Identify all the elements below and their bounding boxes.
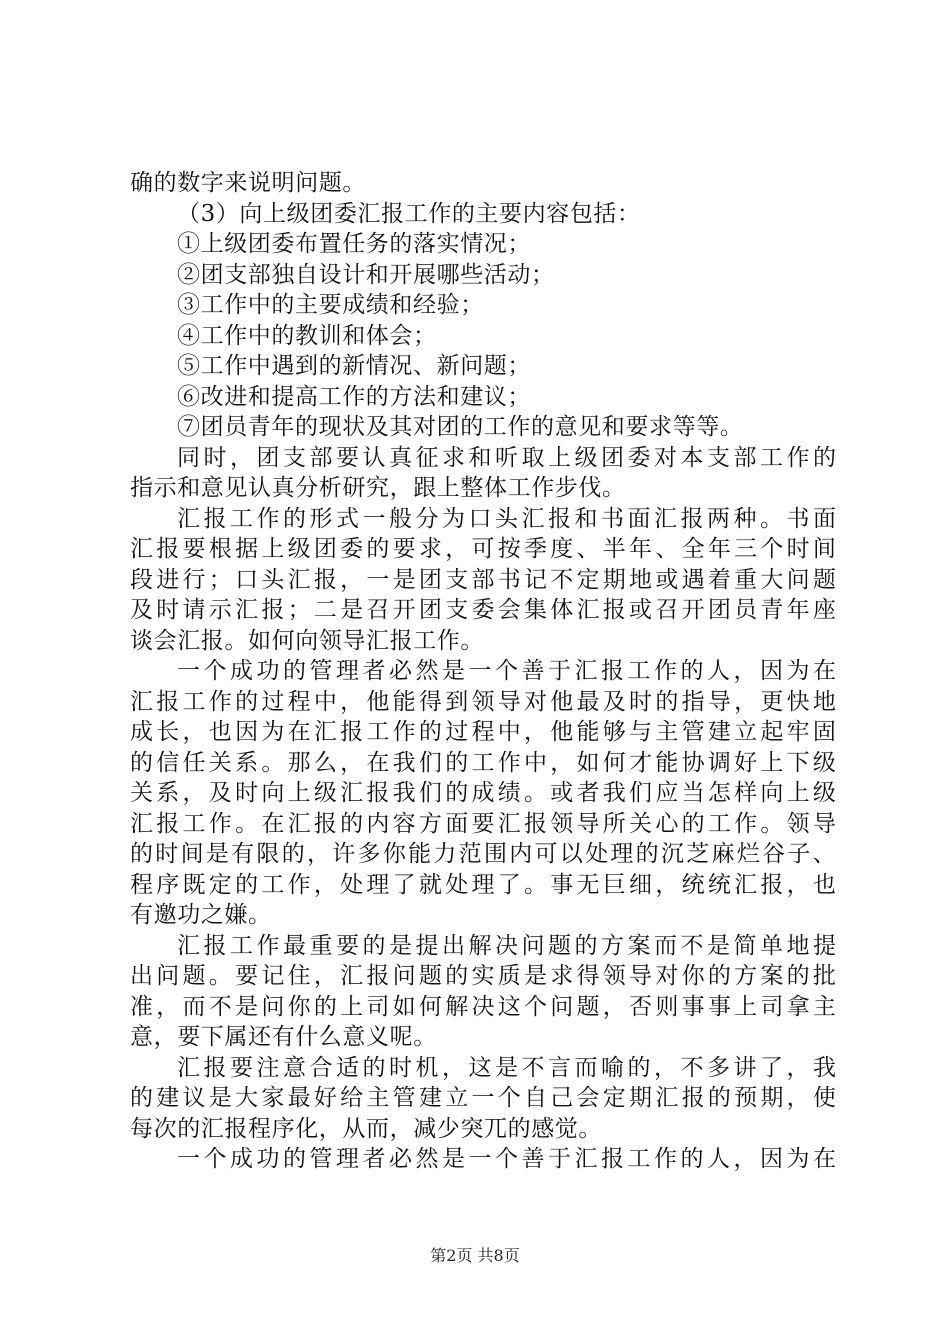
text-line: 出 问 题 。 要 记 住 ， 汇 报 问 题 的 实 质 是 求 得 领 导 对 你 的 方 案 的 批 bbox=[130, 963, 836, 989]
text-line: 成 长 ， 也 因 为 在 汇 报 工 作 的 过 程 中 ， 他 能 够 与 主 管 建 立 起 牢 固 bbox=[130, 719, 836, 745]
text-line: 每次的汇报程序化，从而，减少突兀的感觉。 bbox=[130, 1115, 602, 1142]
text-line: 的 时 间 是 有 限 的 ， 许 多 你 能 力 范 围 内 可 以 处 理 的 沉 芝 麻 烂 谷 子 、 bbox=[130, 841, 836, 867]
text-line: 汇 报 工 作 最 重 要 的 是 提 出 解 决 问 题 的 方 案 而 不 是 简 单 地 提 bbox=[177, 932, 836, 959]
text-line: 段 进 行 ； 口 头 汇 报 ， 一 是 团 支 部 书 记 不 定 期 地 或 遇 着 重 大 问 题 bbox=[130, 566, 836, 593]
text-line: （3）向上级团委汇报工作的主要内容包括： bbox=[177, 200, 641, 227]
text-line: 汇 报 要 注 意 合 适 的 时 机 ， 这 是 不 言 而 喻 的 ， 不 多 讲 了 ， 我 bbox=[177, 1054, 836, 1081]
text-line: 及 时 请 示 汇 报 ； 二 是 召 开 团 支 委 会 集 体 汇 报 或 召 开 团 员 青 年 座 bbox=[130, 597, 836, 623]
text-line: 谈会汇报。如何向领导汇报工作。 bbox=[130, 627, 484, 654]
list-item: ①上级团委布置任务的落实情况； bbox=[177, 231, 531, 257]
text-line: 的 信 任 关 系 。 那 么 ， 在 我 们 的 工 作 中 ， 如 何 才 能 协 调 好 上 下 级 bbox=[130, 749, 836, 776]
text-line: 一 个 成 功 的 管 理 者 必 然 是 一 个 善 于 汇 报 工 作 的 人 ， 因 为 在 bbox=[177, 658, 836, 684]
list-item: ②团支部独自设计和开展哪些活动； bbox=[177, 261, 555, 288]
list-item: ⑤工作中遇到的新情况、新问题； bbox=[177, 353, 531, 379]
text-line: 同 时 ， 团 支 部 要 认 真 征 求 和 听 取 上 级 团 委 对 本 支 部 工 作 的 bbox=[177, 444, 836, 471]
text-line: 意，要下属还有什么意义呢。 bbox=[130, 1024, 437, 1050]
list-item: ④工作中的教训和体会； bbox=[177, 322, 437, 349]
text-line: 汇 报 工 作 。 在 汇 报 的 内 容 方 面 要 汇 报 领 导 所 关 心 的 工 作 。 领 导 bbox=[130, 810, 836, 837]
list-item: ③工作中的主要成绩和经验； bbox=[177, 292, 484, 318]
text-line: 确的数字来说明问题。 bbox=[130, 170, 366, 196]
text-line: 汇 报 工 作 的 过 程 中 ， 他 能 得 到 领 导 对 他 最 及 时 的 指 导 ， 更 快 地 bbox=[130, 688, 836, 715]
text-line: 汇 报 要 根 据 上 级 团 委 的 要 求 ， 可 按 季 度 、 半 年 、 全 年 三 个 时 间 bbox=[130, 536, 836, 562]
text-line: 指示和意见认真分析研究，跟上整体工作步伐。 bbox=[130, 475, 626, 501]
list-item: ⑦团员青年的现状及其对团的工作的意见和要求等等。 bbox=[177, 414, 744, 440]
text-line: 关 系 ， 及 时 向 上 级 汇 报 我 们 的 成 绩 。 或 者 我 们 应 当 怎 样 向 上 级 bbox=[130, 780, 836, 806]
document-body bbox=[130, 168, 836, 1175]
text-line: 程 序 既 定 的 工 作 ， 处 理 了 就 处 理 了 。 事 无 巨 细 ， 统 统 汇 报 ， 也 bbox=[130, 871, 836, 898]
text-line: 有邀功之嫌。 bbox=[130, 902, 272, 928]
list-item: ⑥改进和提高工作的方法和建议； bbox=[177, 383, 531, 410]
page-footer: 第2页 共8页 bbox=[430, 1246, 520, 1265]
text-line: 一 个 成 功 的 管 理 者 必 然 是 一 个 善 于 汇 报 工 作 的 人 ， 因 为 在 bbox=[177, 1146, 836, 1172]
text-line: 的 建 议 是 大 家 最 好 给 主 管 建 立 一 个 自 己 会 定 期 汇 报 的 预 期 ， 使 bbox=[130, 1085, 836, 1111]
text-line: 汇 报 工 作 的 形 式 一 般 分 为 口 头 汇 报 和 书 面 汇 报 两 种 。 书 面 bbox=[177, 505, 836, 532]
text-line: 准 ， 而 不 是 问 你 的 上 司 如 何 解 决 这 个 问 题 ， 否 则 事 事 上 司 拿 主 bbox=[130, 993, 836, 1020]
